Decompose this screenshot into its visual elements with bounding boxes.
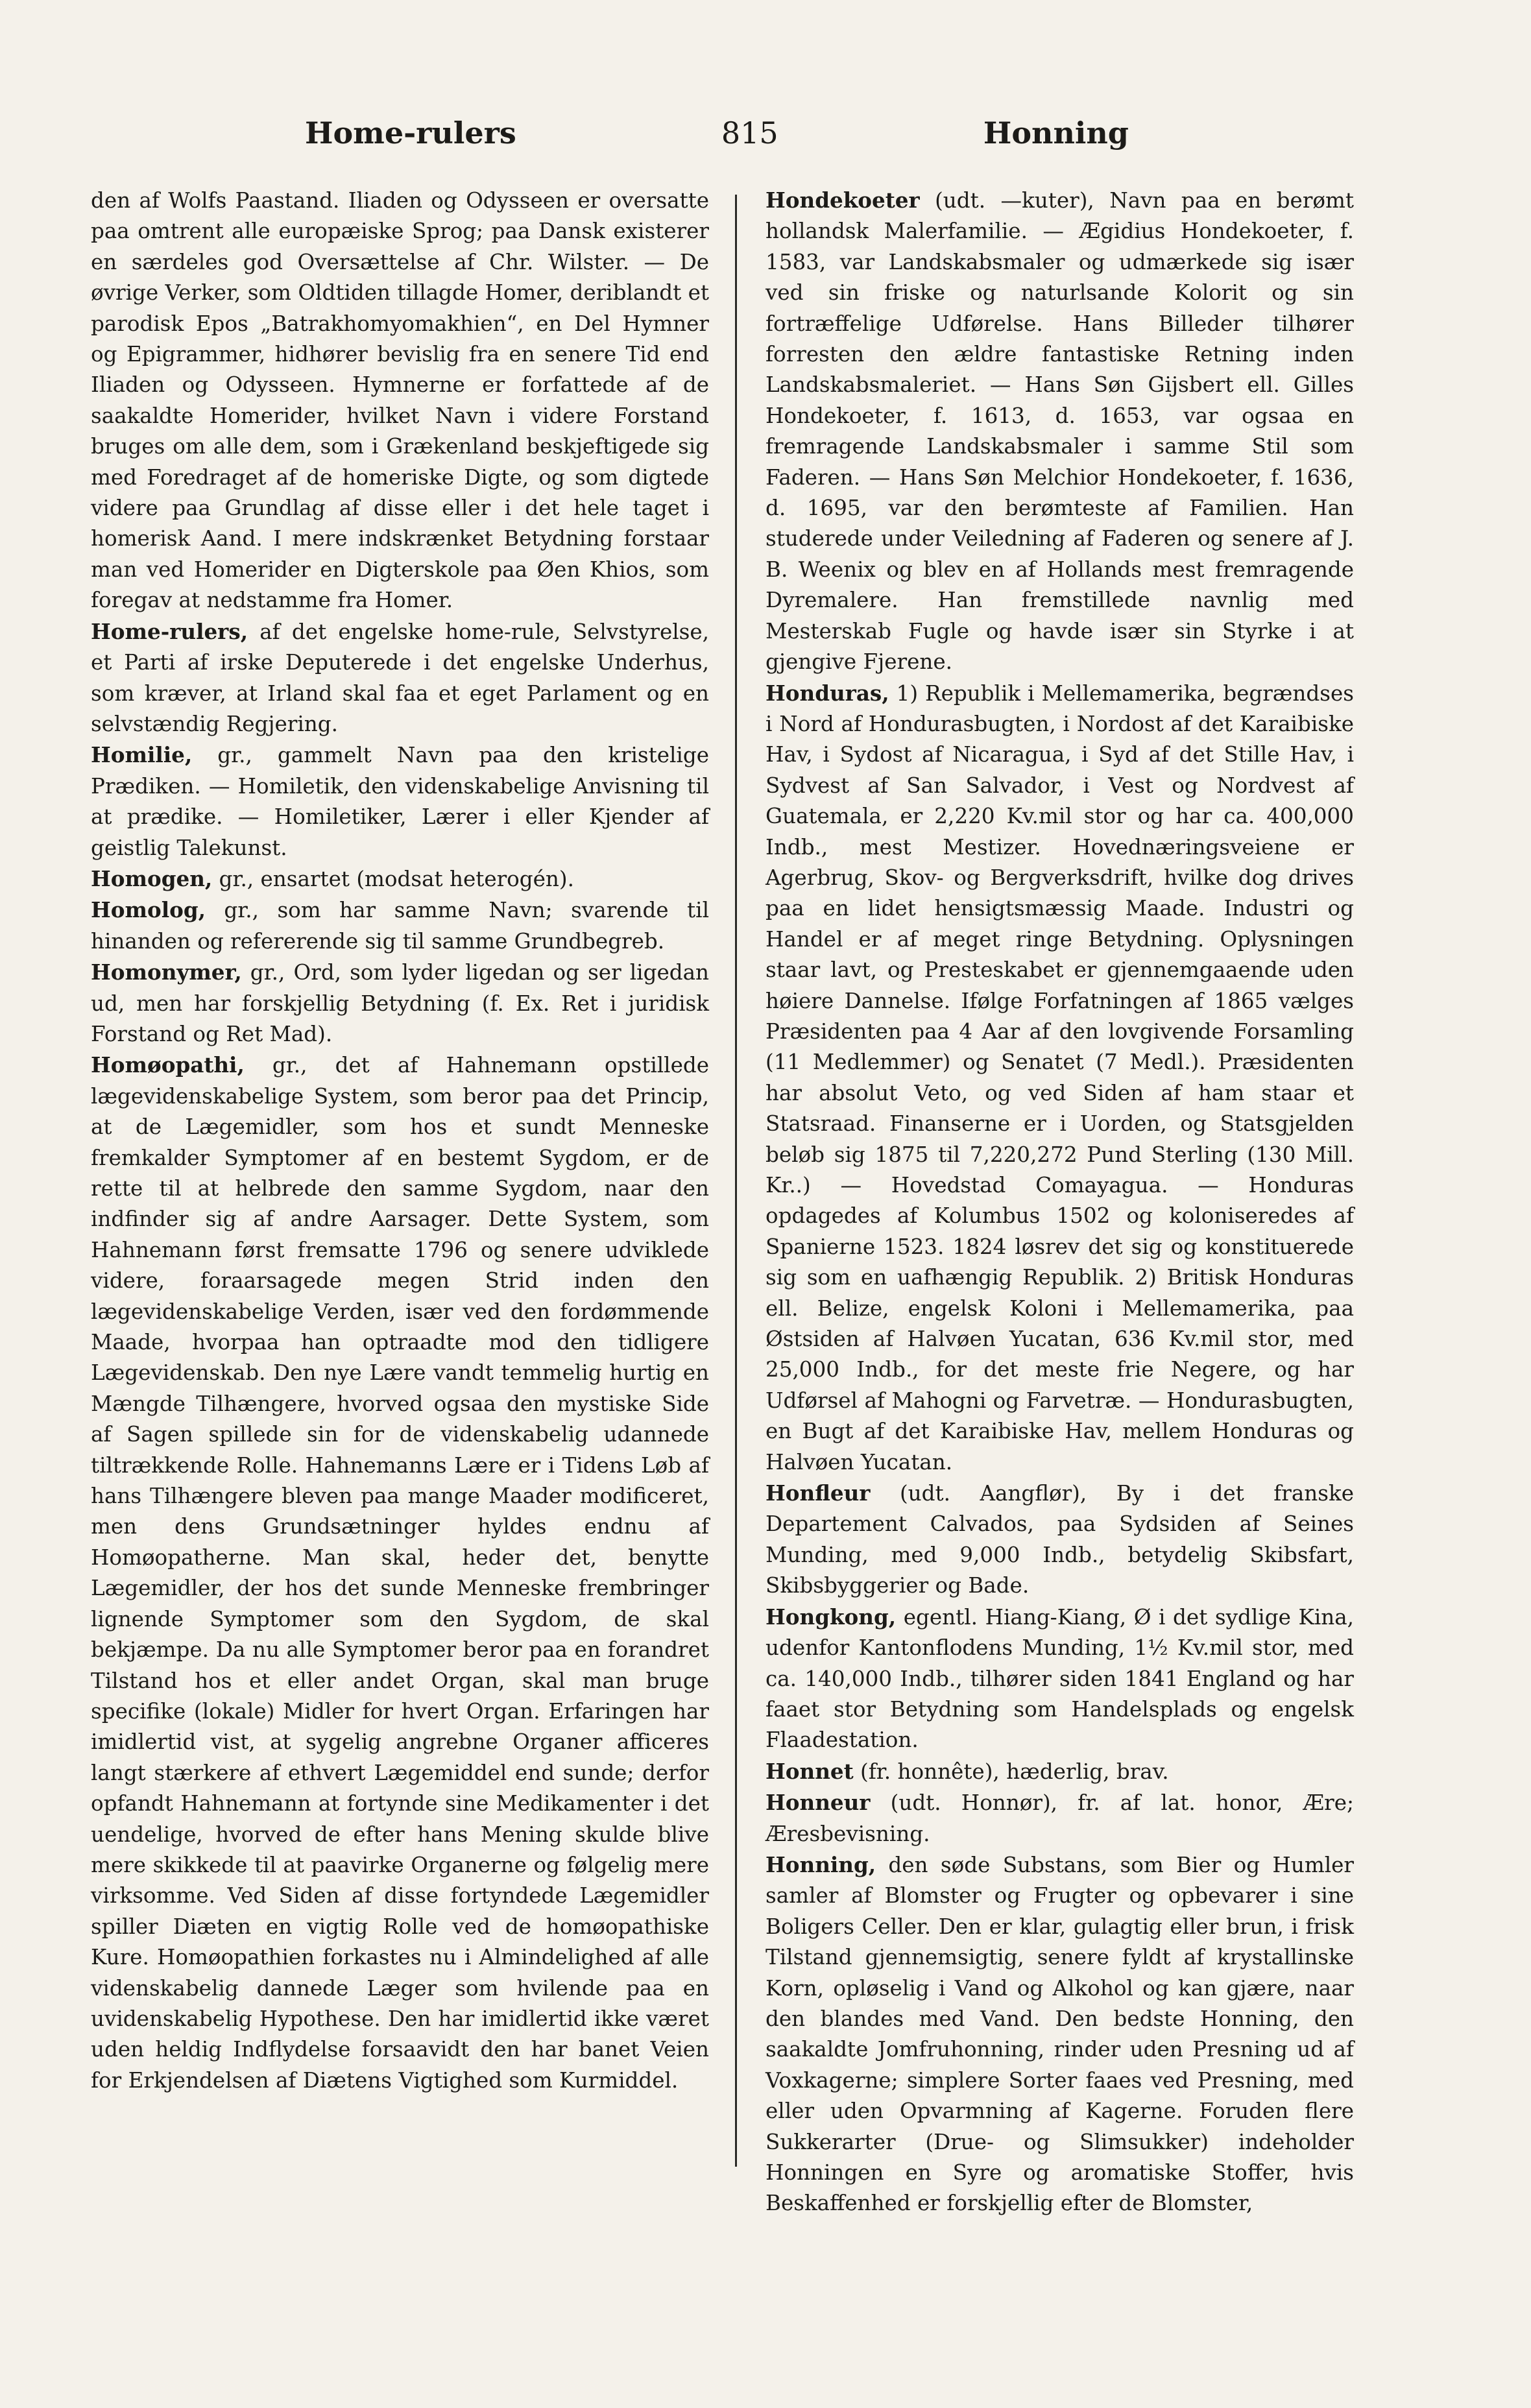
- headword: Honneur: [766, 1790, 871, 1816]
- header-left-word: Home-rulers: [305, 115, 516, 150]
- entry-home-rulers: [91, 616, 709, 740]
- entry-honduras: [766, 678, 1354, 1478]
- headword: Homøopathi,: [91, 1052, 245, 1078]
- entry-hondekoeter: [766, 185, 1354, 678]
- headword: Honfleur: [766, 1480, 871, 1506]
- entry-hongkong: [766, 1602, 1354, 1756]
- entry-text: gr., som har samme Navn; svarende til hinanden og refererende sig til samme Grundbegreb.: [91, 898, 709, 954]
- headword: Homonymer,: [91, 959, 242, 985]
- entry-text: gr., det af Hahnemann opstillede lægevidenskabelige System, som beror paa det Princip, at de Lægemidler, som hos et sundt Menneske fremkalder Symptomer af en bestemt Sygdom, er de rette til at helbrede den samme Sygdom, naar den indfinder sig af andre Aarsager. Dette System, som Hahnemann først fremsatte 1796 og senere udviklede videre, foraarsagede megen Strid inden den lægevidenskabelige Verden, især ved den fordømmende Maade, hvorpaa han optraadte mod den tidligere Lægevidenskab. Den nye Lære vandt temmelig hurtig en Mængde Tilhængere, hvorved ogsaa den mystiske Side af Sagen spillede sin for de videnskabelig udannede tiltrækkende Rolle. Hahnemanns Lære er i Tidens Løb af hans Tilhængere bleven paa mange Maader modificeret, men dens Grundsætninger hyldes endnu af Homøopatherne. Man skal, heder det, benytte Lægemidler, der hos det sunde Menneske frembringer lignende Symptomer som den Sygdom, de skal bekjæmpe. Da nu alle Symptomer beror paa en forandret Tilstand hos et eller andet Organ, skal man bruge specifike (lokale) Midler for hvert Organ. Erfaringen har imidlertid vist, at sygelig angrebne Organer afficeres langt stærkere af ethvert Lægemiddel end sunde; derfor opfandt Hahnemann at fortynde sine Medikamenter i det uendelige, hvorved de efter hans Mening skulde blive mere skikkede til at paavirke Organerne og følgelig mere virksomme. Ved Siden af disse fortyndede Lægemidler spiller Diæten en vigtig Rolle ved de homøopathiske Kure. Homøopathien forkastes nu i Almindelighed af alle videnskabelig dannede Læger som hvilende paa en uvidenskabelig Hypothese. Den har imidlertid ikke været uden heldig Indflydelse forsaavidt den har banet Veien for Erkjendelsen af Diætens Vigtighed som Kurmiddel.: [91, 1053, 709, 2093]
- entry-text: 1) Republik i Mellemamerika, begrændses i Nord af Hondurasbugten, i Nordost af det Karaibiske Hav, i Sydost af Nicaragua, i Syd af det Stille Hav, i Sydvest af San Salvador, i Vest og Nordvest af Guatemala, er 2,220 Kv.mil stor og har ca. 400,000 Indb., mest Mestizer. Hovednæringsveiene er Agerbrug, Skov- og Bergverksdrift, hvilke dog drives paa en lidet hensigtsmæssig Maade. Industri og Handel er af meget ringe Betydning. Oplysningen staar lavt, og Presteskabet er gjennemgaaende uden høiere Dannelse. Ifølge Forfatningen af 1865 vælges Præsidenten paa 4 Aar af den lovgivende Forsamling (11 Medlemmer) og Senatet (7 Medl.). Præsidenten har absolut Veto, og ved Siden af ham staar et Statsraad. Finanserne er i Uorden, og Statsgjelden beløb sig 1875 til 7,220,272 Pund Sterling (130 Mill. Kr..) — Hovedstad Comayagua. — Honduras opdagedes af Kolumbus 1502 og koloniseredes af Spanierne 1523. 1824 løsrev det sig og konstituerede sig som en uafhængig Republik. 2) Britisk Honduras ell. Belize, engelsk Koloni i Mellemamerika, paa Østsiden af Halvøen Yucatan, 636 Kv.mil stor, med 25,000 Indb., for det meste frie Negere, og har Udførsel af Mahogni og Farvetræ. — Hondurasbugten, en Bugt af det Karaibiske Hav, mellem Honduras og Halvøen Yucatan.: [766, 680, 1354, 1475]
- entry-text: gr., ensartet (modsat heterogén).: [212, 866, 574, 891]
- entry-text: gr., Ord, som lyder ligedan og ser ligedan ud, men har forskjellig Betydning (f. Ex. Ret i juridisk Forstand og Ret Mad).: [91, 960, 709, 1046]
- headword: Homolog,: [91, 897, 206, 923]
- entry-homolog: [91, 895, 709, 957]
- headword: Honning,: [766, 1851, 876, 1877]
- entry-text: (fr. honnête), hæderlig, brav.: [853, 1759, 1169, 1784]
- headword: Hongkong,: [766, 1604, 897, 1630]
- headword: Homilie,: [91, 742, 193, 768]
- entry-text: (udt. Aangflør), By i det franske Departement Calvados, paa Sydsiden af Seines Munding, med 9,000 Indb., betydelig Skibsfart, Skibsbyggerier og Bade.: [766, 1481, 1354, 1598]
- entry-homilie: [91, 740, 709, 863]
- headword: Honduras,: [766, 680, 889, 706]
- page-number: 815: [721, 115, 778, 150]
- entry-honfleur: [766, 1478, 1354, 1602]
- headword: Home-rulers,: [91, 618, 248, 644]
- headword: Hondekoeter: [766, 187, 920, 213]
- entry-honning: [766, 1849, 1354, 2219]
- entry-text: gr., gammelt Navn paa den kristelige Prædiken. — Homiletik, den videnskabelige Anvisning til at prædike. — Homiletiker, Lærer i eller Kjender af geistlig Talekunst.: [91, 743, 709, 860]
- column-divider: [735, 195, 737, 2167]
- entry-homonymer: [91, 957, 709, 1050]
- entry-text: (udt. —kuter), Navn paa en berømt hollandsk Malerfamilie. — Ægidius Hondekoeter, f. 1583, var Landskabsmaler og udmærkede sig især ved sin friske og naturlsande Kolorit og sin fortræffelige Udførelse. Hans Billeder tilhører forresten den ældre fantastiske Retning inden Landskabsmaleriet. — Hans Søn Gijsbert ell. Gilles Hondekoeter, f. 1613, d. 1653, var ogsaa en fremragende Landskabsmaler i samme Stil som Faderen. — Hans Søn Melchior Hondekoeter, f. 1636, d. 1695, var den berømteste af Familien. Han studerede under Veiledning af Faderen og senere af J. B. Weenix og blev en af Hollands mest fremragende Dyremalere. Han fremstillede navnlig med Mesterskab Fugle og havde især sin Styrke i at gjengive Fjerene.: [766, 188, 1354, 675]
- entry-text: egentl. Hiang-Kiang, Ø i det sydlige Kina, udenfor Kantonflodens Munding, 1½ Kv.mil stor, med ca. 140,000 Indb., tilhører siden 1841 England og har faaet stor Betydning som Handelsplads og engelsk Flaadestation.: [766, 1604, 1354, 1753]
- entry-text: af det engelske home-rule, Selvstyrelse, et Parti af irske Deputerede i det engelske Underhus, som kræver, at Irland skal faa et eget Parlament og en selvstændig Regjering.: [91, 619, 709, 736]
- left-column: [91, 185, 709, 2096]
- entry-text: (udt. Honnør), fr. af lat. honor, Ære; Æresbevisning.: [766, 1790, 1354, 1846]
- right-column: [766, 185, 1354, 2219]
- entry-homogen: [91, 863, 709, 895]
- entry-homoeopathi: [91, 1050, 709, 2096]
- entry-text: den søde Substans, som Bier og Humler samler af Blomster og Frugter og opbevarer i sine Boligers Celler. Den er klar, gulagtig eller brun, i frisk Tilstand gjennemsigtig, senere fyldt af krystallinske Korn, opløselig i Vand og Alkohol og kan gjære, naar den blandes med Vand. Den bedste Honning, den saakaldte Jomfruhonning, rinder uden Presning ud af Voxkagerne; simplere Sorter faaes ved Presning, med eller uden Opvarmning af Kagerne. Foruden flere Sukkerarter (Drue- og Slimsukker) indeholder Honningen en Syre og aromatiske Stoffer, hvis Beskaffenhed er forskjellig efter de Blomster,: [766, 1852, 1354, 2216]
- entry-continuation: den af Wolfs Paastand. Iliaden og Odysseen er oversatte paa omtrent alle europæiske Sprog; paa Dansk existerer en særdeles god Oversættelse af Chr. Wilster. — De øvrige Verker, som Oldtiden tillagde Homer, deriblandt et parodisk Epos „Batrakhomyomakhien“, en Del Hymner og Epigrammer, hidhører bevislig fra en senere Tid end Iliaden og Odysseen. Hymnerne er forfattede af de saakaldte Homerider, hvilket Navn i videre Forstand bruges om alle dem, som i Grækenland beskjeftigede sig med Foredraget af de homeriske Digte, og som digtede videre paa Grundlag af disse eller i det hele taget i homerisk Aand. I mere indskrænket Betydning forstaar man ved Homerider en Digterskole paa Øen Khios, som foregav at nedstamme fra Homer.: [91, 188, 709, 613]
- running-head: [305, 104, 1129, 162]
- entry-honnet: [766, 1756, 1354, 1787]
- headword: Homogen,: [91, 865, 213, 891]
- entry-honneur: [766, 1787, 1354, 1849]
- headword: Honnet: [766, 1758, 854, 1784]
- header-right-word: Honning: [983, 115, 1129, 150]
